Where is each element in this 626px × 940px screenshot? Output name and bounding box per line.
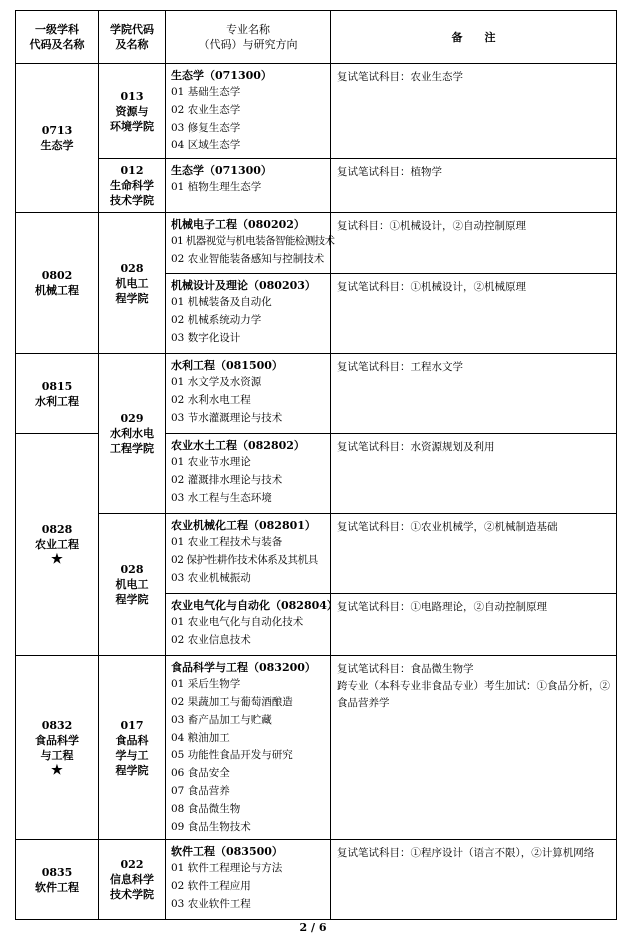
major-name: 机械设计及理论（080203） [171,279,316,293]
major-cell [166,514,331,594]
direction-item: 01 机械装备及自动化 [171,296,272,309]
direction-item: 01 水文学及水资源 [171,376,262,389]
direction-item: 01 农业节水理论 [171,456,251,469]
college-cell: 022 信息科学 技术学院 [99,840,166,920]
direction-item: 02 农业信息技术 [171,633,251,646]
major-name: 机械电子工程（080202） [171,218,305,232]
direction-item: 02 水利水电工程 [171,393,251,406]
header-discipline: 一级学科 代码及名称 [16,11,99,64]
college-cell: 028 机电工 程学院 [99,514,166,656]
major-cell [166,64,331,159]
major-name: 农业机械化工程（082801） [171,519,316,533]
direction-item: 09 食品生物技术 [171,820,251,833]
major-cell [166,434,331,514]
star-icon: ★ [51,552,63,568]
direction-item: 01 农业电气化与自动化技术 [171,616,304,629]
discipline-cell: 0802 机械工程 [16,213,99,354]
direction-item: 02 机械系统动力学 [171,313,262,326]
direction-item: 03 畜产品加工与贮藏 [171,713,272,726]
major-cell [166,213,335,274]
college-cell: 013 资源与 环境学院 [99,64,166,159]
direction-item: 06 食品安全 [171,767,230,780]
note-cell: 复试笔试科目：植物学 [331,159,617,213]
college-cell: 029 水利水电 工程学院 [99,354,166,514]
note-cell: 复试笔试科目：①程序设计（语言不限），②计算机网络 [331,840,617,920]
header-note: 备 注 [331,11,617,64]
major-name: 农业水土工程（082802） [171,439,305,453]
header-major: 专业名称 （代码）与研究方向 [166,11,331,64]
discipline-cell: 0815 水利工程 [16,354,99,434]
note-cell: 复试科目：①机械设计，②自动控制原理 [331,213,617,274]
major-name: 水利工程（081500） [171,359,283,373]
table-row [16,840,617,920]
star-icon: ★ [51,762,63,778]
direction-item: 01 机器视觉与机电装备智能检测技术 [171,235,335,248]
major-name: 食品科学与工程（083200） [171,661,316,675]
college-cell: 028 机电工 程学院 [99,213,166,354]
header-college: 学院代码 及名称 [99,11,166,64]
direction-item: 01 农业工程技术与装备 [171,536,283,549]
major-name: 农业电气化与自动化（082804） [171,599,338,613]
major-cell [166,354,331,434]
direction-item: 01 基础生态学 [171,86,241,98]
major-cell [166,656,331,840]
note-cell: 复试笔试科目：①机械设计，②机械原理 [331,274,617,354]
major-cell [166,274,331,354]
direction-item: 02 软件工程应用 [171,880,251,893]
major-cell [166,159,331,213]
note-cell: 复试笔试科目：农业生态学 [331,64,617,159]
college-cell: 012 生命科学 技术学院 [99,159,166,213]
direction-item: 01 植物生理生态学 [171,181,262,194]
direction-item: 03 农业机械振动 [171,571,251,584]
header-row [16,11,617,64]
direction-item: 04 粮油加工 [171,731,230,744]
discipline-cell: 0828 农业工程 ★ [16,434,99,656]
direction-item: 03 水工程与生态环境 [171,491,272,504]
direction-item: 02 农业智能装备感知与控制技术 [171,252,325,265]
table-row [16,514,617,594]
direction-item: 05 功能性食品开发与研究 [171,749,293,762]
direction-item: 04 区域生态学 [171,139,241,152]
direction-item: 03 修复生态学 [171,121,241,134]
note-cell: 复试笔试科目：①农业机械学，②机械制造基础 [331,514,617,594]
page-number: 2 / 6 [299,921,327,934]
note-cell: 复试笔试科目：①电路理论，②自动控制原理 [331,594,617,656]
direction-item: 01 软件工程理论与方法 [171,862,283,875]
table-row [16,159,617,213]
direction-item: 02 保护性耕作技术体系及其机具 [171,553,318,566]
table-row [16,656,617,840]
major-name: 软件工程（083500） [171,845,283,859]
discipline-cell: 0835 软件工程 [16,840,99,920]
direction-item: 02 灌溉排水理论与技术 [171,473,283,486]
table-row [16,64,617,159]
major-name: 生态学（071300） [171,164,272,178]
direction-item: 03 节水灌溉理论与技术 [171,411,283,424]
direction-item: 03 农业软件工程 [171,897,251,910]
direction-item: 08 食品微生物 [171,802,241,815]
note-cell: 复试笔试科目：工程水文学 [331,354,617,434]
direction-item: 02 果蔬加工与葡萄酒酿造 [171,695,293,708]
discipline-cell: 0713 生态学 [16,64,99,213]
note-cell: 复试笔试科目：食品微生物学 跨专业（本科专业非食品专业）考生加试：①食品分析，②食品营养学 [331,656,617,840]
direction-item: 01 采后生物学 [171,678,241,691]
discipline-cell: 0832 食品科学 与工程 ★ [16,656,99,840]
direction-item: 07 食品营养 [171,784,230,797]
direction-item: 03 数字化设计 [171,331,241,344]
major-cell [166,594,338,656]
note-cell: 复试笔试科目：水资源规划及利用 [331,434,617,514]
direction-item: 02 农业生态学 [171,103,241,116]
program-table [15,10,617,920]
table-row [16,213,617,274]
major-name: 生态学（071300） [171,69,272,82]
major-cell [166,840,331,920]
college-cell: 017 食品科 学与工 程学院 [99,656,166,840]
table-row [16,354,617,434]
